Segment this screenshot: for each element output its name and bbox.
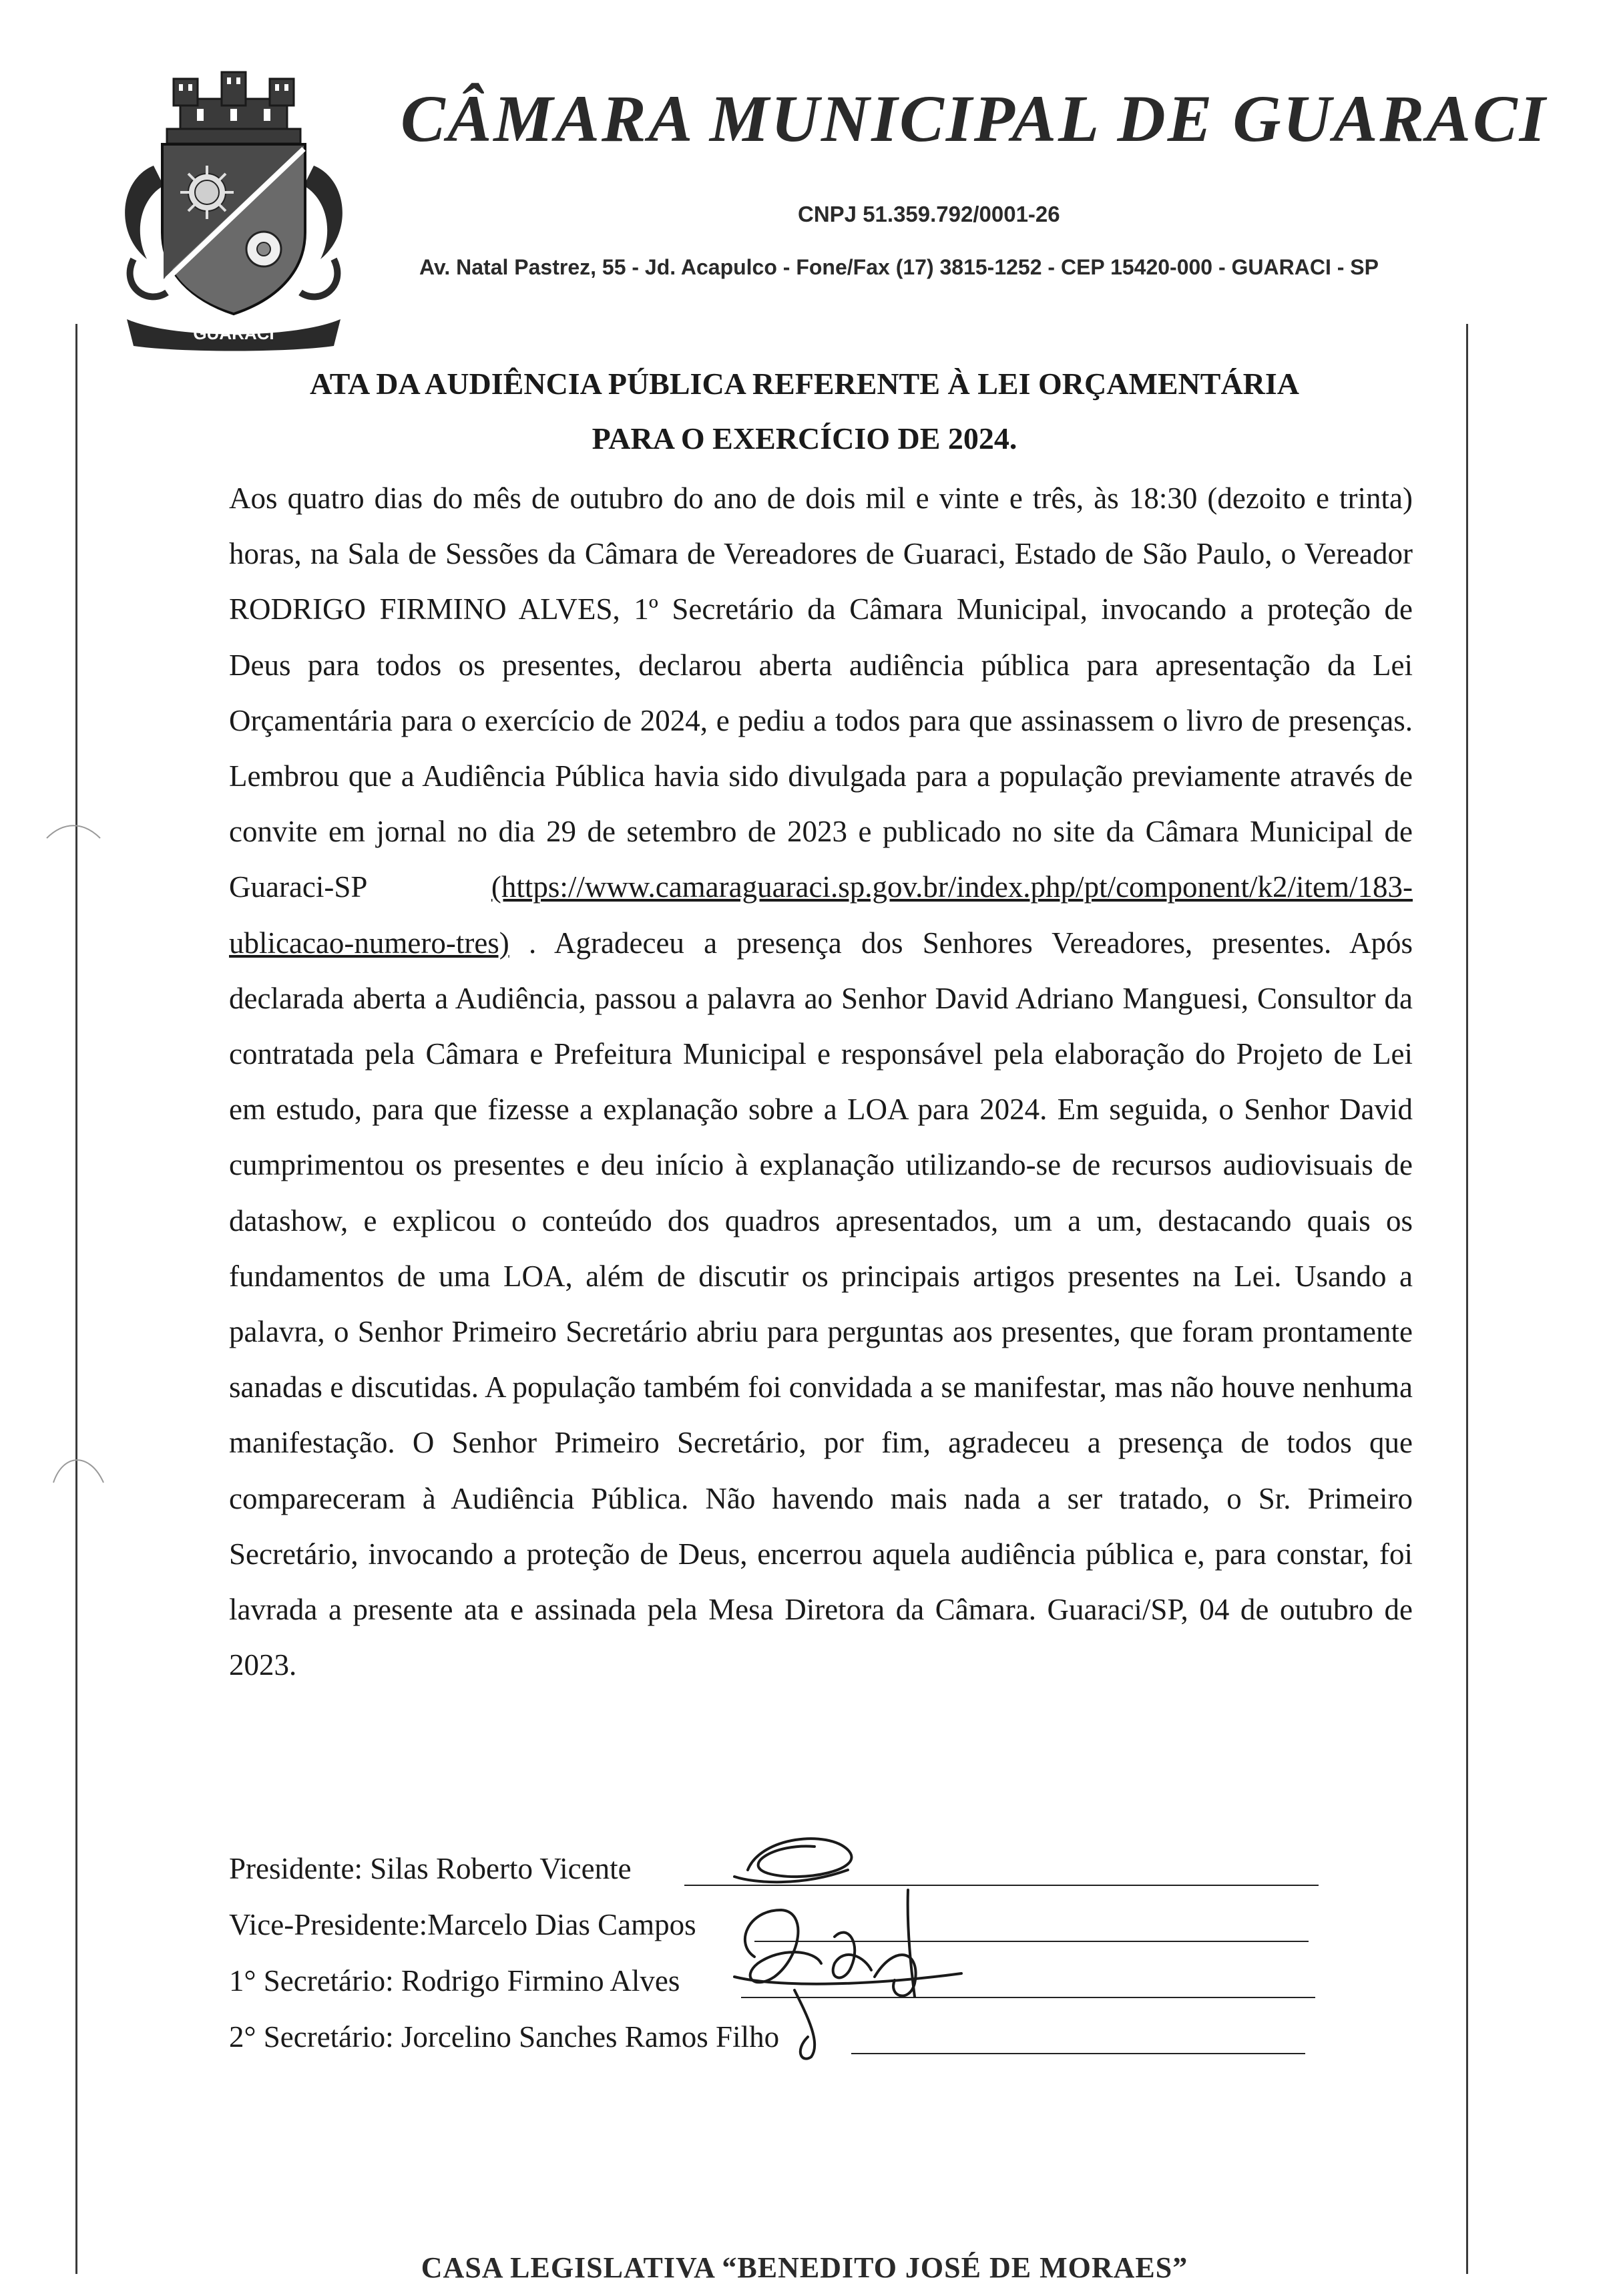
signature-row-president: Presidente: Silas Roberto Vicente [229, 1852, 632, 1885]
right-margin-line [1466, 324, 1468, 2274]
body-paragraph-start: Aos quatro dias do mês de outubro do ano de dois mil e vinte e três, às 18:30 (dezoito e trinta) horas, na Sala de Sessões da Câmara de Vereadores de Guaraci, Estado de São Paulo, o Vereador RODRIGO FIRMINO ALVES, 1º Secretário da Câmara Municipal, invocando a proteção de Deus para todos os presentes, declarou aberta audiência pública para apresentação da Lei Orçamentária para o exercício de 2024, e pediu a todos para que assinassem o livro de presenças. Lembrou que a Audiência Pública havia sido divulgada para a população previamente através de convite em jornal no dia 29 de setembro de 2023 e publicado no site da Câmara Municipal de Guaraci-SP [229, 482, 1413, 904]
body-paragraph-end: . Agradeceu a presença dos Senhores Vereadores, presentes. Após declarada aberta a Audiência, passou a palavra ao Senhor David Adriano Manguesi, Consultor da contratada pela Câmara e Prefeitura Municipal e responsável pela elaboração do Projeto de Lei em estudo, para que fizesse a explanação sobre a LOA para 2024. Em seguida, o Senhor David cumprimentou os presentes e deu início à explanação utilizando-se de recursos audiovisuais de datashow, e explicou o conteúdo dos quadros apresentados, um a um, destacando quais os fundamentos de uma LOA, além de discutir os principais artigos presentes na Lei. Usando a palavra, o Senhor Primeiro Secretário abriu para perguntas aos presentes, que foram prontamente sanadas e discutidas. A população também foi convidada a se manifestar, mas não houve nenhuma manifestação. O Senhor Primeiro Secretário, por fim, agradeceu a presença de todos que compareceram à Audiência Pública. Não havendo mais nada a ser tratado, o Sr. Primeiro Secretário, invocando a proteção de Deus, encerrou aquela audiência pública e, para constar, foi lavrada a presente ata e assinada pela Mesa Diretora da Câmara. Guaraci/SP, 04 de outubro de 2023. [229, 926, 1413, 1682]
website-link[interactable]: (https://www.camaraguaraci.sp.gov.br/index.php/pt/component/k2/item/183-ublicacao-numero-tres) [229, 870, 1413, 960]
left-margin-line [75, 324, 77, 2274]
crest-label: GUARACI [193, 323, 274, 343]
signature-row-first-secretary: 1° Secretário: Rodrigo Firmino Alves [229, 1964, 680, 1997]
document-body [229, 471, 1413, 1693]
punch-hole-mark [50, 1449, 110, 1496]
signature-row-vice-president: Vice-Presidente:Marcelo Dias Campos [229, 1908, 696, 1941]
municipal-coat-of-arms-icon [107, 59, 361, 353]
signature-row-second-secretary: 2° Secretário: Jorcelino Sanches Ramos Filho [229, 2020, 780, 2054]
punch-hole-mark [43, 818, 103, 851]
handwritten-signature [694, 1823, 975, 2064]
document-title-line-1: ATA DA AUDIÊNCIA PÚBLICA REFERENTE À LEI ORÇAMENTÁRIA [309, 367, 1300, 401]
footer-legislative-house: CASA LEGISLATIVA “BENEDITO JOSÉ DE MORAES” [421, 2251, 1188, 2284]
institution-address: Av. Natal Pastrez, 55 - Jd. Acapulco - Fone/Fax (17) 3815-1252 - CEP 15420-000 - GUARACI - SP [419, 255, 1379, 279]
document-title-line-2: PARA O EXERCÍCIO DE 2024. [592, 421, 1017, 455]
institution-title: CÂMARA MUNICIPAL DE GUARACI [401, 81, 1548, 156]
cnpj-number: CNPJ 51.359.792/0001-26 [798, 202, 1060, 226]
